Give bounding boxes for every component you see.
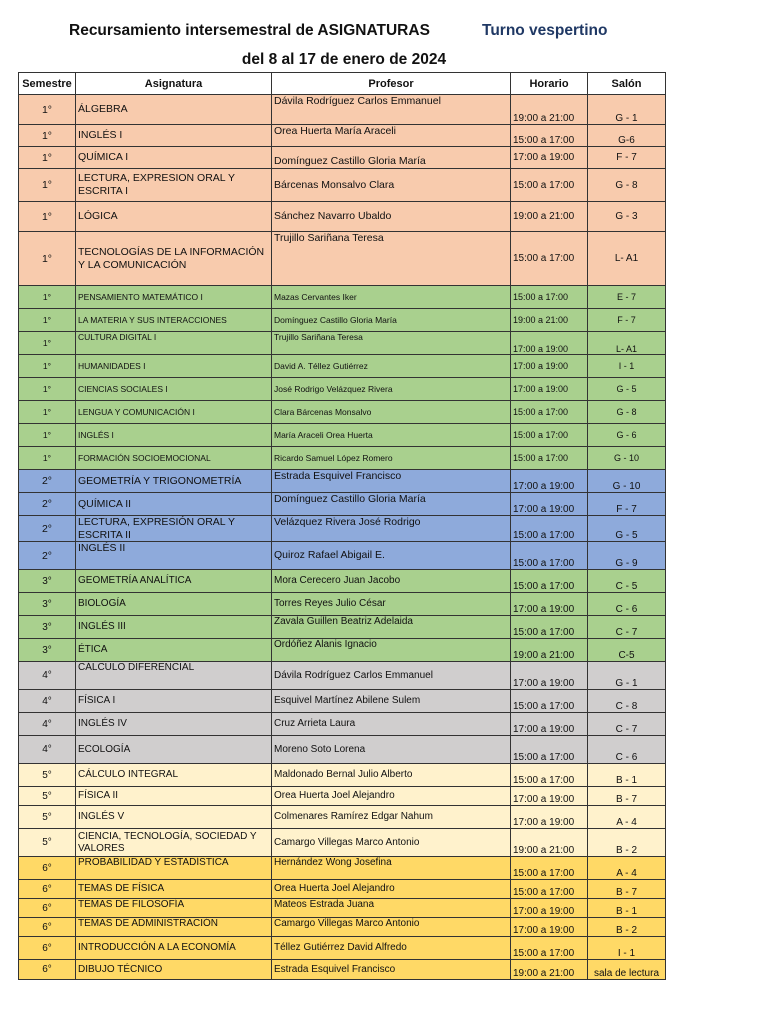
asignatura-cell: PENSAMIENTO MATEMÁTICO I bbox=[76, 286, 272, 309]
horario-cell: 15:00 a 17:00 bbox=[511, 616, 588, 639]
profesor-cell: Moreno Soto Lorena bbox=[272, 736, 511, 764]
horario-cell: 15:00 a 17:00 bbox=[511, 424, 588, 447]
asignatura-cell: FORMACIÓN SOCIOEMOCIONAL bbox=[76, 447, 272, 470]
semestre-cell: 1° bbox=[19, 378, 76, 401]
profesor-cell: Zavala Guillen Beatriz Adelaida bbox=[272, 616, 511, 639]
profesor-cell: Camargo Villegas Marco Antonio bbox=[272, 918, 511, 937]
horario-cell: 17:00 a 19:00 bbox=[511, 332, 588, 355]
semestre-cell: 4° bbox=[19, 662, 76, 690]
table-row bbox=[19, 829, 666, 857]
salon-cell: L- A1 bbox=[588, 232, 666, 286]
semestre-cell: 5° bbox=[19, 764, 76, 787]
profesor-cell: Camargo Villegas Marco Antonio bbox=[272, 829, 511, 857]
asignatura-cell: QUÍMICA I bbox=[76, 147, 272, 169]
horario-cell: 17:00 a 19:00 bbox=[511, 355, 588, 378]
semestre-cell: 4° bbox=[19, 736, 76, 764]
salon-cell: A - 4 bbox=[588, 806, 666, 829]
salon-cell: C - 7 bbox=[588, 616, 666, 639]
semestre-cell: 1° bbox=[19, 286, 76, 309]
table-row bbox=[19, 593, 666, 616]
horario-cell: 17:00 a 19:00 bbox=[511, 147, 588, 169]
profesor-cell: Dávila Rodríguez Carlos Emmanuel bbox=[272, 95, 511, 125]
horario-cell: 15:00 a 17:00 bbox=[511, 286, 588, 309]
salon-cell: I - 1 bbox=[588, 355, 666, 378]
salon-cell: G - 9 bbox=[588, 542, 666, 570]
salon-cell: F - 7 bbox=[588, 147, 666, 169]
salon-cell: E - 7 bbox=[588, 286, 666, 309]
profesor-cell: Colmenares Ramírez Edgar Nahum bbox=[272, 806, 511, 829]
semestre-cell: 1° bbox=[19, 95, 76, 125]
profesor-cell: Clara Bárcenas Monsalvo bbox=[272, 401, 511, 424]
asignatura-cell: TEMAS DE ADMINISTRACIÓN bbox=[76, 918, 272, 937]
semestre-cell: 1° bbox=[19, 447, 76, 470]
horario-cell: 19:00 a 21:00 bbox=[511, 202, 588, 232]
salon-cell: G - 3 bbox=[588, 202, 666, 232]
table-row bbox=[19, 918, 666, 937]
semestre-cell: 1° bbox=[19, 169, 76, 202]
table-row bbox=[19, 857, 666, 880]
table-row bbox=[19, 899, 666, 918]
asignatura-cell: LECTURA, EXPRESIÓN ORAL Y ESCRITA II bbox=[76, 516, 272, 542]
profesor-cell: Quiroz Rafael Abigail E. bbox=[272, 542, 511, 570]
salon-cell: B - 2 bbox=[588, 918, 666, 937]
salon-cell: A - 4 bbox=[588, 857, 666, 880]
profesor-cell: Domínguez Castillo Gloria María bbox=[272, 309, 511, 332]
semestre-cell: 1° bbox=[19, 309, 76, 332]
horario-cell: 17:00 a 19:00 bbox=[511, 378, 588, 401]
salon-cell: B - 1 bbox=[588, 764, 666, 787]
semestre-cell: 3° bbox=[19, 593, 76, 616]
salon-cell: G - 8 bbox=[588, 401, 666, 424]
profesor-cell: Trujillo Sariñana Teresa bbox=[272, 232, 511, 286]
asignatura-cell: LECTURA, EXPRESION ORAL Y ESCRITA I bbox=[76, 169, 272, 202]
document-title: Recursamiento intersemestral de ASIGNATURAS bbox=[69, 22, 430, 39]
salon-cell: F - 7 bbox=[588, 493, 666, 516]
profesor-cell: Orea Huerta Joel Alejandro bbox=[272, 880, 511, 899]
profesor-cell: Hernández Wong Josefina bbox=[272, 857, 511, 880]
horario-cell: 19:00 a 21:00 bbox=[511, 309, 588, 332]
salon-cell: G - 10 bbox=[588, 447, 666, 470]
salon-cell: G - 8 bbox=[588, 169, 666, 202]
profesor-cell: Bárcenas Monsalvo Clara bbox=[272, 169, 511, 202]
table-row bbox=[19, 493, 666, 516]
table-row bbox=[19, 736, 666, 764]
profesor-cell: José Rodrigo Velázquez Rivera bbox=[272, 378, 511, 401]
asignatura-cell: CÁLCULO DIFERENCIAL bbox=[76, 662, 272, 690]
horario-cell: 17:00 a 19:00 bbox=[511, 787, 588, 806]
semestre-cell: 1° bbox=[19, 232, 76, 286]
asignatura-cell: TEMAS DE FILOSOFÍA bbox=[76, 899, 272, 918]
table-row bbox=[19, 937, 666, 960]
asignatura-cell: TEMAS DE FÍSICA bbox=[76, 880, 272, 899]
semestre-cell: 2° bbox=[19, 542, 76, 570]
asignatura-cell: TECNOLOGÍAS DE LA INFORMACIÓN Y LA COMUNICACIÓN bbox=[76, 232, 272, 286]
asignatura-cell: INGLÉS I bbox=[76, 424, 272, 447]
asignatura-cell: ÁLGEBRA bbox=[76, 95, 272, 125]
profesor-cell: David A. Téllez Gutiérrez bbox=[272, 355, 511, 378]
col-header-profesor: Profesor bbox=[272, 73, 511, 95]
semestre-cell: 1° bbox=[19, 424, 76, 447]
semestre-cell: 1° bbox=[19, 202, 76, 232]
table-row bbox=[19, 960, 666, 980]
table-row bbox=[19, 806, 666, 829]
semestre-cell: 6° bbox=[19, 880, 76, 899]
table-row bbox=[19, 880, 666, 899]
horario-cell: 17:00 a 19:00 bbox=[511, 713, 588, 736]
horario-cell: 15:00 a 17:00 bbox=[511, 937, 588, 960]
horario-cell: 19:00 a 21:00 bbox=[511, 95, 588, 125]
semestre-cell: 5° bbox=[19, 787, 76, 806]
profesor-cell: Cruz Arrieta Laura bbox=[272, 713, 511, 736]
salon-cell: B - 1 bbox=[588, 899, 666, 918]
asignatura-cell: CIENCIA, TECNOLOGÍA, SOCIEDAD Y VALORES bbox=[76, 829, 272, 857]
salon-cell: G-6 bbox=[588, 125, 666, 147]
horario-cell: 15:00 a 17:00 bbox=[511, 125, 588, 147]
asignatura-cell: INGLÉS V bbox=[76, 806, 272, 829]
table-row bbox=[19, 662, 666, 690]
table-row bbox=[19, 764, 666, 787]
profesor-cell: Esquivel Martínez Abilene Sulem bbox=[272, 690, 511, 713]
table-header-row bbox=[19, 73, 666, 95]
profesor-cell: Velázquez Rivera José Rodrigo bbox=[272, 516, 511, 542]
profesor-cell: Domínguez Castillo Gloria María bbox=[272, 493, 511, 516]
asignatura-cell: CULTURA DIGITAL I bbox=[76, 332, 272, 355]
asignatura-cell: QUÍMICA II bbox=[76, 493, 272, 516]
asignatura-cell: LA MATERIA Y SUS INTERACCIONES bbox=[76, 309, 272, 332]
table-row bbox=[19, 355, 666, 378]
table-row bbox=[19, 147, 666, 169]
profesor-cell: Mazas Cervantes Iker bbox=[272, 286, 511, 309]
col-header-semestre: Semestre bbox=[19, 73, 76, 95]
semestre-cell: 2° bbox=[19, 516, 76, 542]
salon-cell: C-5 bbox=[588, 639, 666, 662]
salon-cell: C - 7 bbox=[588, 713, 666, 736]
table-row bbox=[19, 470, 666, 493]
salon-cell: B - 7 bbox=[588, 787, 666, 806]
horario-cell: 15:00 a 17:00 bbox=[511, 542, 588, 570]
table-row bbox=[19, 447, 666, 470]
salon-cell: G - 10 bbox=[588, 470, 666, 493]
schedule-table bbox=[18, 72, 666, 980]
horario-cell: 17:00 a 19:00 bbox=[511, 806, 588, 829]
semestre-cell: 6° bbox=[19, 899, 76, 918]
date-range-text: del 8 al 17 de enero de 2024 bbox=[241, 51, 447, 68]
table-row bbox=[19, 690, 666, 713]
semestre-cell: 4° bbox=[19, 690, 76, 713]
horario-cell: 15:00 a 17:00 bbox=[511, 401, 588, 424]
asignatura-cell: CIENCIAS SOCIALES I bbox=[76, 378, 272, 401]
asignatura-cell: LÓGICA bbox=[76, 202, 272, 232]
salon-cell: L- A1 bbox=[588, 332, 666, 355]
horario-cell: 17:00 a 19:00 bbox=[511, 470, 588, 493]
table-row bbox=[19, 125, 666, 147]
asignatura-cell: INGLÉS III bbox=[76, 616, 272, 639]
table-row bbox=[19, 424, 666, 447]
profesor-cell: Maldonado Bernal Julio Alberto bbox=[272, 764, 511, 787]
semestre-cell: 2° bbox=[19, 493, 76, 516]
semestre-cell: 6° bbox=[19, 918, 76, 937]
horario-cell: 19:00 a 21:00 bbox=[511, 960, 588, 980]
semestre-cell: 1° bbox=[19, 332, 76, 355]
turno-label: Turno vespertino bbox=[482, 22, 608, 39]
semestre-cell: 6° bbox=[19, 960, 76, 980]
asignatura-cell: GEOMETRÍA ANALÍTICA bbox=[76, 570, 272, 593]
semestre-cell: 1° bbox=[19, 401, 76, 424]
profesor-cell: Orea Huerta María Araceli bbox=[272, 125, 511, 147]
horario-cell: 17:00 a 19:00 bbox=[511, 918, 588, 937]
profesor-cell: Ordóñez Alanis Ignacio bbox=[272, 639, 511, 662]
profesor-cell: Téllez Gutiérrez David Alfredo bbox=[272, 937, 511, 960]
horario-cell: 15:00 a 17:00 bbox=[511, 736, 588, 764]
horario-cell: 19:00 a 21:00 bbox=[511, 639, 588, 662]
horario-cell: 15:00 a 17:00 bbox=[511, 880, 588, 899]
horario-cell: 15:00 a 17:00 bbox=[511, 447, 588, 470]
asignatura-cell: INGLÉS IV bbox=[76, 713, 272, 736]
horario-cell: 17:00 a 19:00 bbox=[511, 662, 588, 690]
asignatura-cell: PROBABILIDAD Y ESTADÍSTICA bbox=[76, 857, 272, 880]
table-row bbox=[19, 309, 666, 332]
profesor-cell: Trujillo Sariñana Teresa bbox=[272, 332, 511, 355]
semestre-cell: 6° bbox=[19, 857, 76, 880]
asignatura-cell: HUMANIDADES I bbox=[76, 355, 272, 378]
asignatura-cell: ECOLOGÍA bbox=[76, 736, 272, 764]
table-row bbox=[19, 639, 666, 662]
profesor-cell: Orea Huerta Joel Alejandro bbox=[272, 787, 511, 806]
profesor-cell: Domínguez Castillo Gloria María bbox=[272, 147, 511, 169]
asignatura-cell: LENGUA Y COMUNICACIÓN I bbox=[76, 401, 272, 424]
semestre-cell: 6° bbox=[19, 937, 76, 960]
semestre-cell: 3° bbox=[19, 639, 76, 662]
semestre-cell: 1° bbox=[19, 125, 76, 147]
salon-cell: G - 6 bbox=[588, 424, 666, 447]
horario-cell: 17:00 a 19:00 bbox=[511, 493, 588, 516]
horario-cell: 15:00 a 17:00 bbox=[511, 690, 588, 713]
table-row bbox=[19, 378, 666, 401]
salon-cell: C - 8 bbox=[588, 690, 666, 713]
schedule-body bbox=[19, 95, 666, 980]
table-row bbox=[19, 169, 666, 202]
table-row bbox=[19, 713, 666, 736]
salon-cell: B - 2 bbox=[588, 829, 666, 857]
semestre-cell: 3° bbox=[19, 570, 76, 593]
table-row bbox=[19, 332, 666, 355]
asignatura-cell: BIOLOGÍA bbox=[76, 593, 272, 616]
semestre-cell: 5° bbox=[19, 829, 76, 857]
title-line bbox=[0, 22, 768, 44]
table-row bbox=[19, 286, 666, 309]
horario-cell: 15:00 a 17:00 bbox=[511, 570, 588, 593]
profesor-cell: Estrada Esquivel Francisco bbox=[272, 960, 511, 980]
salon-cell: I - 1 bbox=[588, 937, 666, 960]
profesor-cell: Mateos Estrada Juana bbox=[272, 899, 511, 918]
table-row bbox=[19, 95, 666, 125]
profesor-cell: Ricardo Samuel López Romero bbox=[272, 447, 511, 470]
profesor-cell: Torres Reyes Julio César bbox=[272, 593, 511, 616]
salon-cell: G - 1 bbox=[588, 662, 666, 690]
salon-cell: sala de lectura bbox=[588, 960, 666, 980]
table-row bbox=[19, 570, 666, 593]
table-row bbox=[19, 202, 666, 232]
horario-cell: 19:00 a 21:00 bbox=[511, 829, 588, 857]
horario-cell: 15:00 a 17:00 bbox=[511, 764, 588, 787]
profesor-cell: María Araceli Orea Huerta bbox=[272, 424, 511, 447]
salon-cell: G - 5 bbox=[588, 378, 666, 401]
semestre-cell: 2° bbox=[19, 470, 76, 493]
horario-cell: 15:00 a 17:00 bbox=[511, 169, 588, 202]
asignatura-cell: DIBUJO TÉCNICO bbox=[76, 960, 272, 980]
asignatura-cell: ÉTICA bbox=[76, 639, 272, 662]
profesor-cell: Mora Cerecero Juan Jacobo bbox=[272, 570, 511, 593]
salon-cell: F - 7 bbox=[588, 309, 666, 332]
profesor-cell: Sánchez Navarro Ubaldo bbox=[272, 202, 511, 232]
horario-cell: 15:00 a 17:00 bbox=[511, 516, 588, 542]
semestre-cell: 4° bbox=[19, 713, 76, 736]
semestre-cell: 1° bbox=[19, 147, 76, 169]
table-row bbox=[19, 542, 666, 570]
profesor-cell: Estrada Esquivel Francisco bbox=[272, 470, 511, 493]
asignatura-cell: FÍSICA II bbox=[76, 787, 272, 806]
table-row bbox=[19, 516, 666, 542]
col-header-horario: Horario bbox=[511, 73, 588, 95]
table-row bbox=[19, 616, 666, 639]
horario-cell: 17:00 a 19:00 bbox=[511, 899, 588, 918]
salon-cell: C - 5 bbox=[588, 570, 666, 593]
date-range bbox=[0, 51, 688, 69]
salon-cell: G - 1 bbox=[588, 95, 666, 125]
semestre-cell: 5° bbox=[19, 806, 76, 829]
semestre-cell: 3° bbox=[19, 616, 76, 639]
asignatura-cell: INTRODUCCIÓN A LA ECONOMÍA bbox=[76, 937, 272, 960]
col-header-asignatura: Asignatura bbox=[76, 73, 272, 95]
salon-cell: C - 6 bbox=[588, 593, 666, 616]
asignatura-cell: INGLÉS II bbox=[76, 542, 272, 570]
table-row bbox=[19, 787, 666, 806]
salon-cell: B - 7 bbox=[588, 880, 666, 899]
asignatura-cell: CÁLCULO INTEGRAL bbox=[76, 764, 272, 787]
horario-cell: 17:00 a 19:00 bbox=[511, 593, 588, 616]
semestre-cell: 1° bbox=[19, 355, 76, 378]
salon-cell: G - 5 bbox=[588, 516, 666, 542]
profesor-cell: Dávila Rodríguez Carlos Emmanuel bbox=[272, 662, 511, 690]
table-row bbox=[19, 232, 666, 286]
horario-cell: 15:00 a 17:00 bbox=[511, 232, 588, 286]
salon-cell: C - 6 bbox=[588, 736, 666, 764]
horario-cell: 15:00 a 17:00 bbox=[511, 857, 588, 880]
asignatura-cell: INGLÉS I bbox=[76, 125, 272, 147]
col-header-salon: Salón bbox=[588, 73, 666, 95]
asignatura-cell: GEOMETRÍA Y TRIGONOMETRÍA bbox=[76, 470, 272, 493]
asignatura-cell: FÍSICA I bbox=[76, 690, 272, 713]
table-row bbox=[19, 401, 666, 424]
